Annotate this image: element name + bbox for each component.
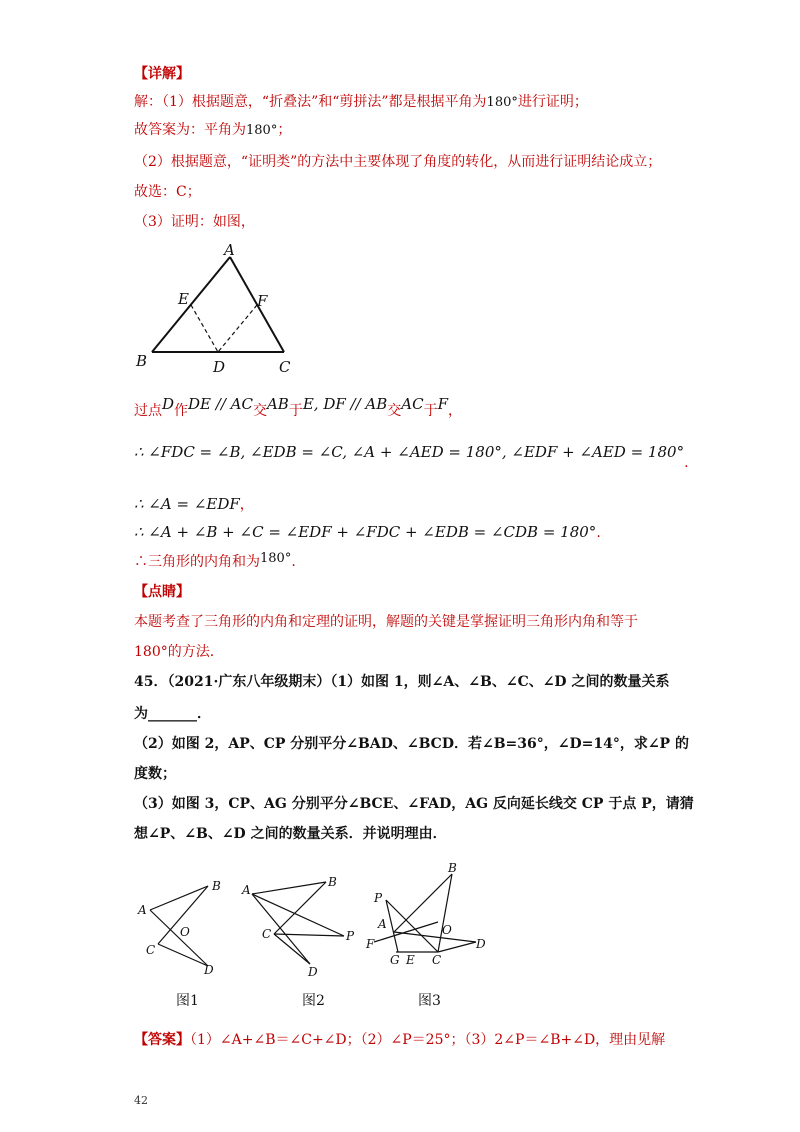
proof-math: DE // AC: [188, 395, 253, 413]
figure-3-caption: 图3: [418, 993, 441, 1009]
answer-line: [134, 1030, 665, 1050]
proof-math: ∴ ∠A = ∠EDF: [134, 495, 240, 513]
deg-180: 180°: [246, 123, 278, 138]
fig2-label-D: D: [308, 965, 318, 979]
figure-2: [236, 872, 366, 982]
proof-math: ∴ ∠FDC = ∠B, ∠EDB = ∠C, ∠A + ∠AED = 180°, ∠EDF + ∠AED = 180°: [134, 443, 685, 461]
proof-text: 过点: [134, 403, 162, 419]
fig1-label-B: B: [212, 879, 221, 893]
fig3-label-A: A: [378, 917, 387, 931]
proof-text: 于: [288, 403, 303, 419]
q45-line-4: 度数；: [134, 766, 176, 782]
label-C: C: [279, 358, 291, 376]
deg-180: 180°: [486, 95, 518, 110]
figure-1-caption: 图1: [176, 993, 199, 1009]
figure-2-caption: 图2: [302, 993, 325, 1009]
label-B: B: [136, 352, 148, 370]
fig2-label-B: B: [328, 875, 337, 889]
answer-heading: 【答案】: [134, 1032, 190, 1048]
comment-heading: 【点睛】: [134, 584, 190, 600]
proof-math: ∴ ∠A + ∠B + ∠C = ∠EDF + ∠FDC + ∠EDB = ∠CDB = 180°: [134, 523, 597, 541]
solution-part2: （2）根据题意，“证明类”的方法中主要体现了角度的转化，从而进行证明结论成立；: [134, 154, 662, 170]
q45-line-5: （3）如图 3，CP、AG 分别平分∠BCE、∠FAD，AG 反向延长线交 CP 于点 P，请猜: [134, 796, 694, 812]
proof-math: D: [162, 395, 175, 413]
fig1-label-D: D: [204, 963, 214, 977]
page-number: 42: [134, 1094, 148, 1107]
figure-3: [360, 856, 496, 982]
q45-line-1: 45．（2021·广东八年级期末）（1）如图 1，则∠A、∠B、∠C、∠D 之间的数量关系: [134, 674, 670, 690]
fig3-label-G: G: [390, 953, 400, 967]
q45-line-2: 为_______．: [134, 706, 211, 722]
answer1-text: 故答案为：平角为: [134, 122, 246, 138]
deg-180: 180°: [260, 551, 292, 566]
fig3-label-E: E: [406, 953, 415, 967]
explain-heading: 【详解】: [134, 66, 190, 82]
proof-math: F: [437, 395, 448, 413]
comment-line-2: 180°的方法.: [134, 644, 215, 660]
fig3-label-C: C: [432, 953, 442, 967]
fig3-label-B: B: [448, 861, 457, 875]
fig1-label-C: C: [146, 943, 156, 957]
proof-triangle-figure: [132, 238, 312, 380]
proof-line-2: [134, 442, 689, 471]
proof-text: ∴三角形的内角和为: [134, 554, 260, 570]
proof-line-5: [134, 552, 296, 573]
solution-part3: （3）证明：如图，: [134, 214, 255, 230]
figure-1: [132, 872, 232, 982]
fig2-label-A: A: [242, 883, 251, 897]
fig1-label-A: A: [138, 903, 147, 917]
solution-part1-answer: [134, 120, 291, 141]
proof-text: 于: [423, 403, 438, 419]
proof-text: ，: [239, 497, 254, 513]
proof-text: .: [684, 455, 689, 471]
q45-line-3: （2）如图 2，AP、CP 分别平分∠BAD、∠BCD．若∠B=36°，∠D=14°，求∠P 的: [134, 736, 689, 752]
proof-text: 作: [174, 403, 189, 419]
proof-math: AC: [401, 395, 424, 413]
answer-text: （1）∠A+∠B＝∠C+∠D；（2）∠P＝25°；（3）2∠P＝∠B+∠D，理由见解: [190, 1032, 666, 1048]
solution-part1: [134, 92, 588, 113]
fig2-label-C: C: [262, 927, 272, 941]
q45-line-6: 想∠P、∠B、∠D 之间的数量关系．并说明理由．: [134, 826, 447, 842]
fig1-label-O: O: [180, 925, 190, 939]
fig3-label-D: D: [476, 937, 486, 951]
fig3-label-P: P: [374, 891, 383, 905]
proof-line-1: [134, 395, 462, 423]
solution-part1-end: 进行证明；: [517, 94, 588, 110]
label-D: D: [213, 358, 226, 376]
solution-part2-answer: 故选：C；: [134, 184, 201, 200]
fig3-label-F: F: [366, 937, 375, 951]
label-F: F: [257, 292, 268, 310]
proof-text: 交: [252, 403, 267, 419]
fig2-label-P: P: [346, 929, 355, 943]
proof-math: AB: [266, 395, 289, 413]
answer1-end: ；: [277, 122, 292, 138]
proof-text: 交: [387, 403, 402, 419]
proof-text: .: [291, 554, 296, 570]
solution-part1-text: 解：（1）根据题意，“折叠法”和“剪拼法”都是根据平角为: [134, 94, 487, 110]
fig3-label-O: O: [442, 923, 452, 937]
comment-line-1: 本题考查了三角形的内角和定理的证明，解题的关键是掌握证明三角形内角和等于: [134, 614, 638, 630]
proof-math: E, DF // AB: [302, 395, 388, 413]
label-A: A: [224, 241, 235, 259]
proof-text: ，: [447, 403, 462, 419]
proof-line-4: [134, 522, 601, 543]
label-E: E: [178, 290, 189, 308]
proof-line-3: [134, 494, 254, 515]
proof-text: .: [596, 525, 601, 541]
